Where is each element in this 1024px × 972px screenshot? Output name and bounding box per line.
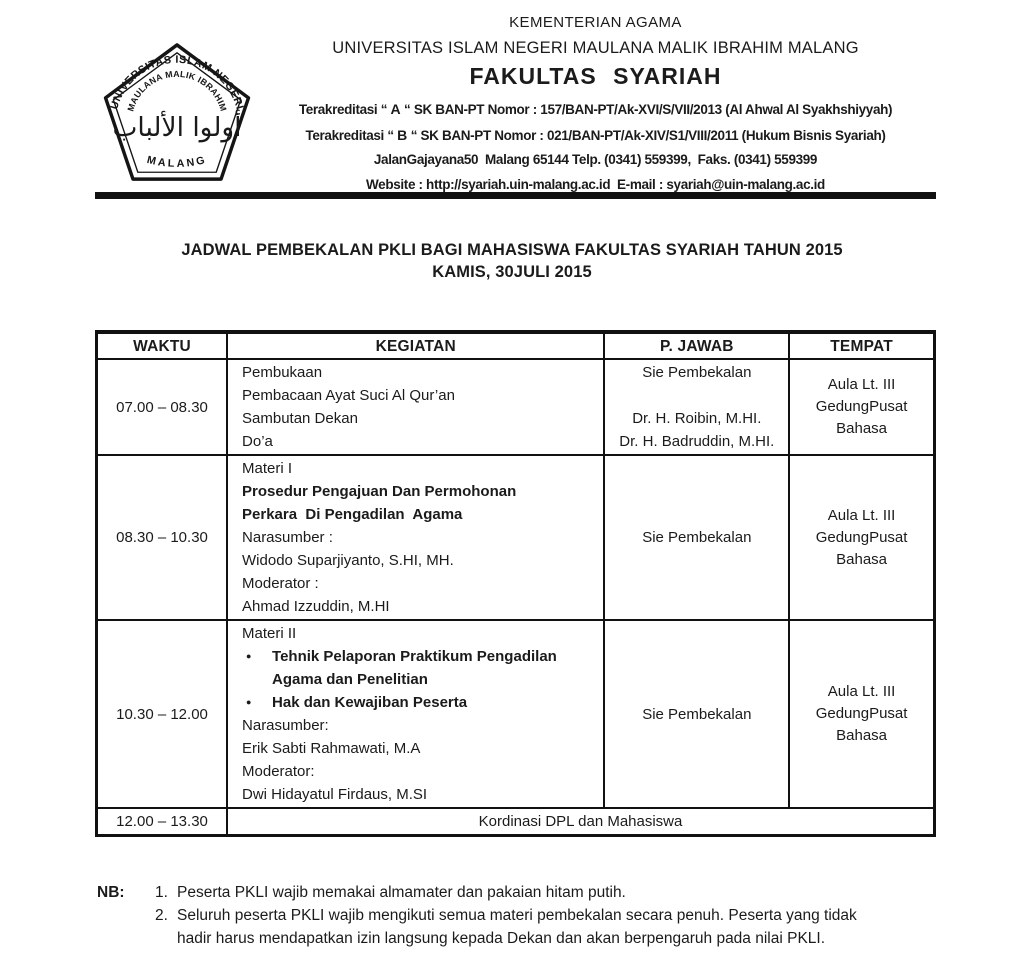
kegiatan-bullet-line <box>234 645 597 668</box>
accreditation-a-suffix: “ SK BAN-PT Nomor : 157/BAN-PT/Ak-XVI/S/VII/2013 (Al Ahwal Al Syakhshiyyah) <box>400 102 893 117</box>
bullet-icon: ● <box>246 697 252 707</box>
cell-tempat <box>789 359 934 455</box>
tempat-line: Bahasa <box>836 420 888 437</box>
table-row <box>97 620 935 808</box>
cell-waktu: 12.00 – 13.30 <box>97 808 228 836</box>
note-text: Peserta PKLI wajib memakai almamater dan pakaian hitam putih. <box>177 884 626 901</box>
schedule-table <box>95 330 936 837</box>
note-number: 1. <box>155 884 168 901</box>
cell-waktu: 10.30 – 12.00 <box>97 620 228 808</box>
kegiatan-line: Do’a <box>242 433 273 450</box>
accreditation-b-prefix: Terakreditasi “ <box>305 127 398 143</box>
pjawab-line: Dr. H. Badruddin, M.HI. <box>619 433 775 450</box>
document-title <box>0 239 1024 283</box>
kegiatan-line: Perkara Di Pengadilan Agama <box>242 506 463 523</box>
kegiatan-line: Sambutan Dekan <box>242 410 358 427</box>
arabic-calligraphy-icon: أولوا الألباب <box>112 112 242 144</box>
kegiatan-line-text: Hak dan Kewajiban Peserta <box>272 694 468 711</box>
title-line-2: KAMIS, 30JULI 2015 <box>432 263 592 281</box>
cell-kegiatan <box>227 620 604 808</box>
accreditation-b-grade: B <box>397 126 408 143</box>
notes-section <box>97 881 964 950</box>
letterhead-text <box>255 0 936 197</box>
col-header-pjawab: P. JAWAB <box>604 332 789 359</box>
ministry-name: KEMENTERIAN AGAMA <box>509 14 682 31</box>
bullet-icon: ● <box>246 651 252 661</box>
cell-pjawab <box>604 455 789 620</box>
university-seal-svg <box>100 42 255 184</box>
tempat-line: Aula Lt. III <box>827 683 896 700</box>
faculty-name: FAKULTAS SYARIAH <box>469 63 722 89</box>
cell-tempat <box>789 455 934 620</box>
kegiatan-line: Erik Sabti Rahmawati, M.A <box>242 740 421 757</box>
notes-list <box>155 881 879 950</box>
accreditation-a-prefix: Terakreditasi “ <box>298 102 391 117</box>
table-row <box>97 808 935 836</box>
cell-kegiatan <box>227 455 604 620</box>
kegiatan-line: Agama dan Penelitian <box>272 671 428 688</box>
address-line: JalanGajayana50 Malang 65144 Telp. (0341) 559399, Faks. (0341) 559399 <box>373 152 818 167</box>
university-name: UNIVERSITAS ISLAM NEGERI MAULANA MALIK IBRAHIM MALANG <box>332 39 859 57</box>
letterhead <box>0 0 1024 192</box>
seal-mid-arc-text: MAULANA MALIK IBRAHIM <box>125 68 229 113</box>
cell-waktu: 08.30 – 10.30 <box>97 455 228 620</box>
table-row <box>97 455 935 620</box>
kegiatan-line: Ahmad Izzuddin, M.HI <box>242 598 390 615</box>
accreditation-a-grade: A <box>390 101 401 117</box>
cell-merged: Kordinasi DPL dan Mahasiswa <box>227 808 934 836</box>
table-row <box>97 359 935 455</box>
cell-tempat <box>789 620 934 808</box>
schedule-table-body <box>97 359 935 836</box>
website-email-line: Website : http://syariah.uin-malang.ac.id E-mail : syariah@uin-malang.ac.id <box>366 176 825 192</box>
schedule-table-head <box>97 332 935 359</box>
tempat-line: Aula Lt. III <box>827 506 896 524</box>
accreditation-b-suffix: “ SK BAN-PT Nomor : 021/BAN-PT/Ak-XIV/S1/VIII/2011 (Hukum Bisnis Syariah) <box>407 127 886 143</box>
seal-top-arc-text: UNIVERSITAS ISLAM NEGERI <box>108 53 246 111</box>
kegiatan-line: Moderator : <box>242 575 319 592</box>
kegiatan-line: Narasumber: <box>242 717 329 734</box>
cell-pjawab <box>604 620 789 808</box>
tempat-line: Bahasa <box>836 550 888 568</box>
kegiatan-line: Pembacaan Ayat Suci Al Qur’an <box>242 387 455 404</box>
kegiatan-line: Prosedur Pengajuan Dan Permohonan <box>242 483 517 500</box>
col-header-kegiatan: KEGIATAN <box>227 332 604 359</box>
cell-waktu: 07.00 – 08.30 <box>97 359 228 455</box>
pjawab-line: Sie Pembekalan <box>642 364 752 381</box>
note-number: 2. <box>155 907 168 924</box>
kegiatan-bullet-line <box>234 691 597 714</box>
kegiatan-line: Widodo Suparjiyanto, S.HI, MH. <box>242 552 454 569</box>
tempat-line: Aula Lt. III <box>827 376 896 393</box>
header-row <box>97 332 935 359</box>
kegiatan-line: Materi I <box>242 460 293 477</box>
cell-pjawab <box>604 359 789 455</box>
seal-malang-text: MALANG <box>145 153 209 170</box>
kegiatan-line: Narasumber : <box>242 529 333 546</box>
note-item <box>155 881 879 904</box>
note-item <box>155 904 879 950</box>
nb-label: NB: <box>97 884 125 901</box>
university-logo <box>100 42 255 184</box>
title-line-1: JADWAL PEMBEKALAN PKLI BAGI MAHASISWA FAKULTAS SYARIAH TAHUN 2015 <box>181 241 843 259</box>
tempat-line: Bahasa <box>836 727 888 744</box>
col-header-tempat: TEMPAT <box>789 332 934 359</box>
pjawab-line: Sie Pembekalan <box>642 705 752 723</box>
accreditation-a-line <box>255 97 936 123</box>
kegiatan-line: Moderator: <box>242 763 315 780</box>
kegiatan-line: Dwi Hidayatul Firdaus, M.SI <box>242 786 428 803</box>
col-header-waktu: WAKTU <box>97 332 228 359</box>
tempat-line: GedungPusat <box>815 528 908 546</box>
accreditation-b-line <box>255 123 936 149</box>
cell-kegiatan <box>227 359 604 455</box>
tempat-line: GedungPusat <box>815 398 908 415</box>
kegiatan-line: Pembukaan <box>242 364 323 381</box>
kegiatan-line: Materi II <box>242 625 297 642</box>
tempat-line: GedungPusat <box>815 705 908 722</box>
pjawab-line <box>605 384 788 407</box>
pjawab-line: Sie Pembekalan <box>642 529 752 546</box>
pjawab-line: Dr. H. Roibin, M.HI. <box>632 410 762 427</box>
kegiatan-line-text: Tehnik Pelaporan Praktikum Pengadilan <box>272 648 557 665</box>
note-text: Seluruh peserta PKLI wajib mengikuti semua materi pembekalan secara penuh. Peserta yang tidak hadir harus mendapatkan izin langsung kepada Dekan dan akan berpengaruh pada nilai PKLI. <box>177 907 857 947</box>
